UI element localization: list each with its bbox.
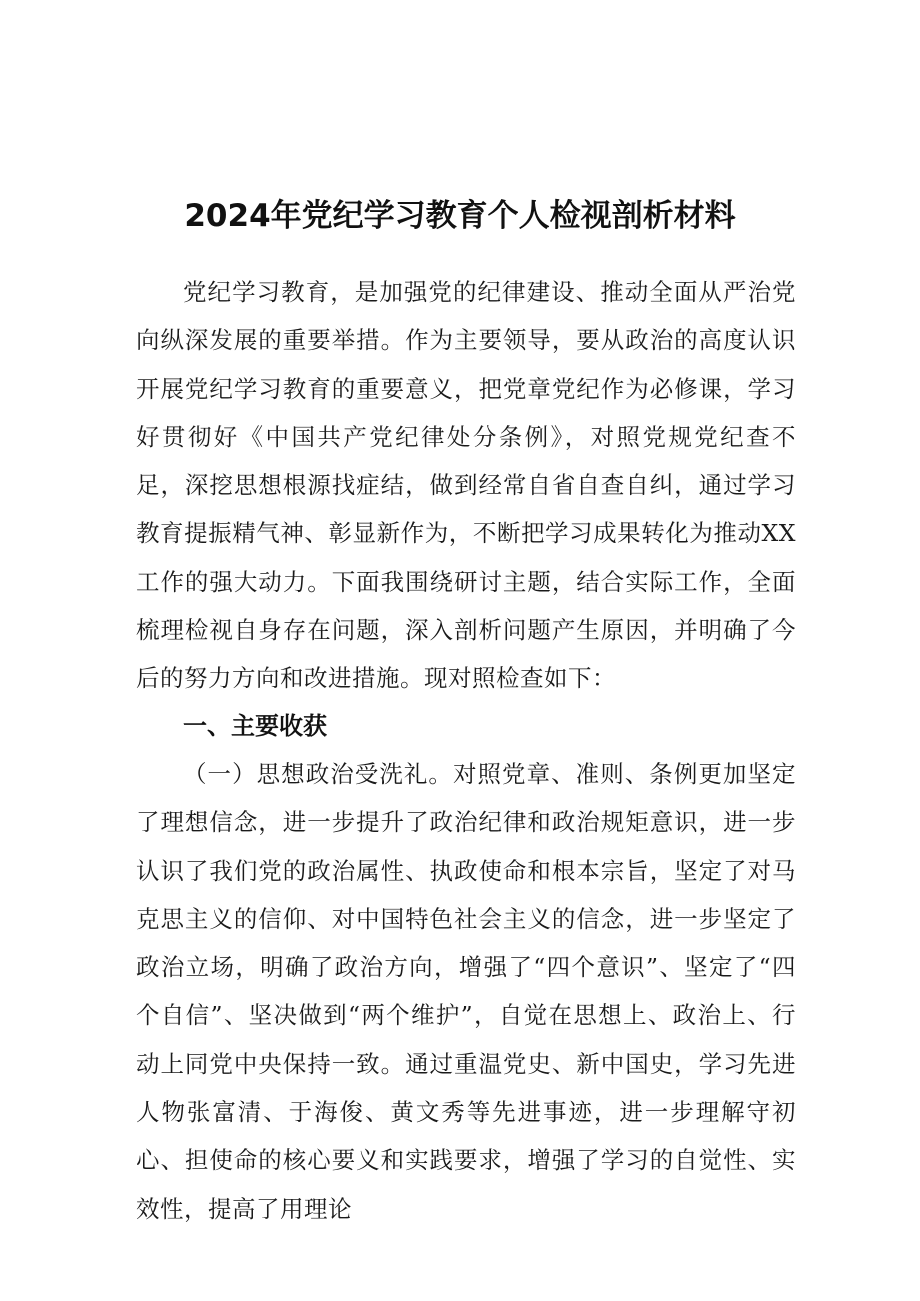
intro-paragraph: 党纪学习教育，是加强党的纪律建设、推动全面从严治党向纵深发展的重要举措。作为主要领导，要从政治的高度认识开展党纪学习教育的重要意义，把党章党纪作为必修课，学习好贯彻好《中国共产党纪律处分条例》，对照党规党纪查不足，深挖思想根源找症结，做到经常自省自查自纠，通过学习教育提振精气神、彰显新作为，不断把学习成果转化为推动XX工作的强大动力。下面我围绕研讨主题，结合实际工作，全面梳理检视自身存在问题，深入剖析问题产生原因，并明确了今后的努力方向和改进措施。现对照检查如下： bbox=[136, 278, 796, 693]
section-1-paragraph: （一）思想政治受洗礼。对照党章、准则、条例更加坚定了理想信念，进一步提升了政治纪律和政治规矩意识，进一步认识了我们党的政治属性、执政使命和根本宗旨，坚定了对马克思主义的信仰、对中国特色社会主义的信念，进一步坚定了政治立场，明确了政治方向，增强了“四个意识”、坚定了“四个自信”、坚决做到“两个维护”，自觉在思想上、政治上、行动上同党中央保持一致。通过重温党史、新中国史，学习先进人物张富清、于海俊、黄文秀等先进事迹，进一步理解守初心、担使命的核心要义和实践要求，增强了学习的自觉性、实效性，提高了用理论 bbox=[136, 760, 796, 1223]
document-title: 2024年党纪学习教育个人检视剖析材料 bbox=[184, 197, 736, 234]
section-heading-main-gains: 一、主要收获 bbox=[183, 712, 327, 740]
